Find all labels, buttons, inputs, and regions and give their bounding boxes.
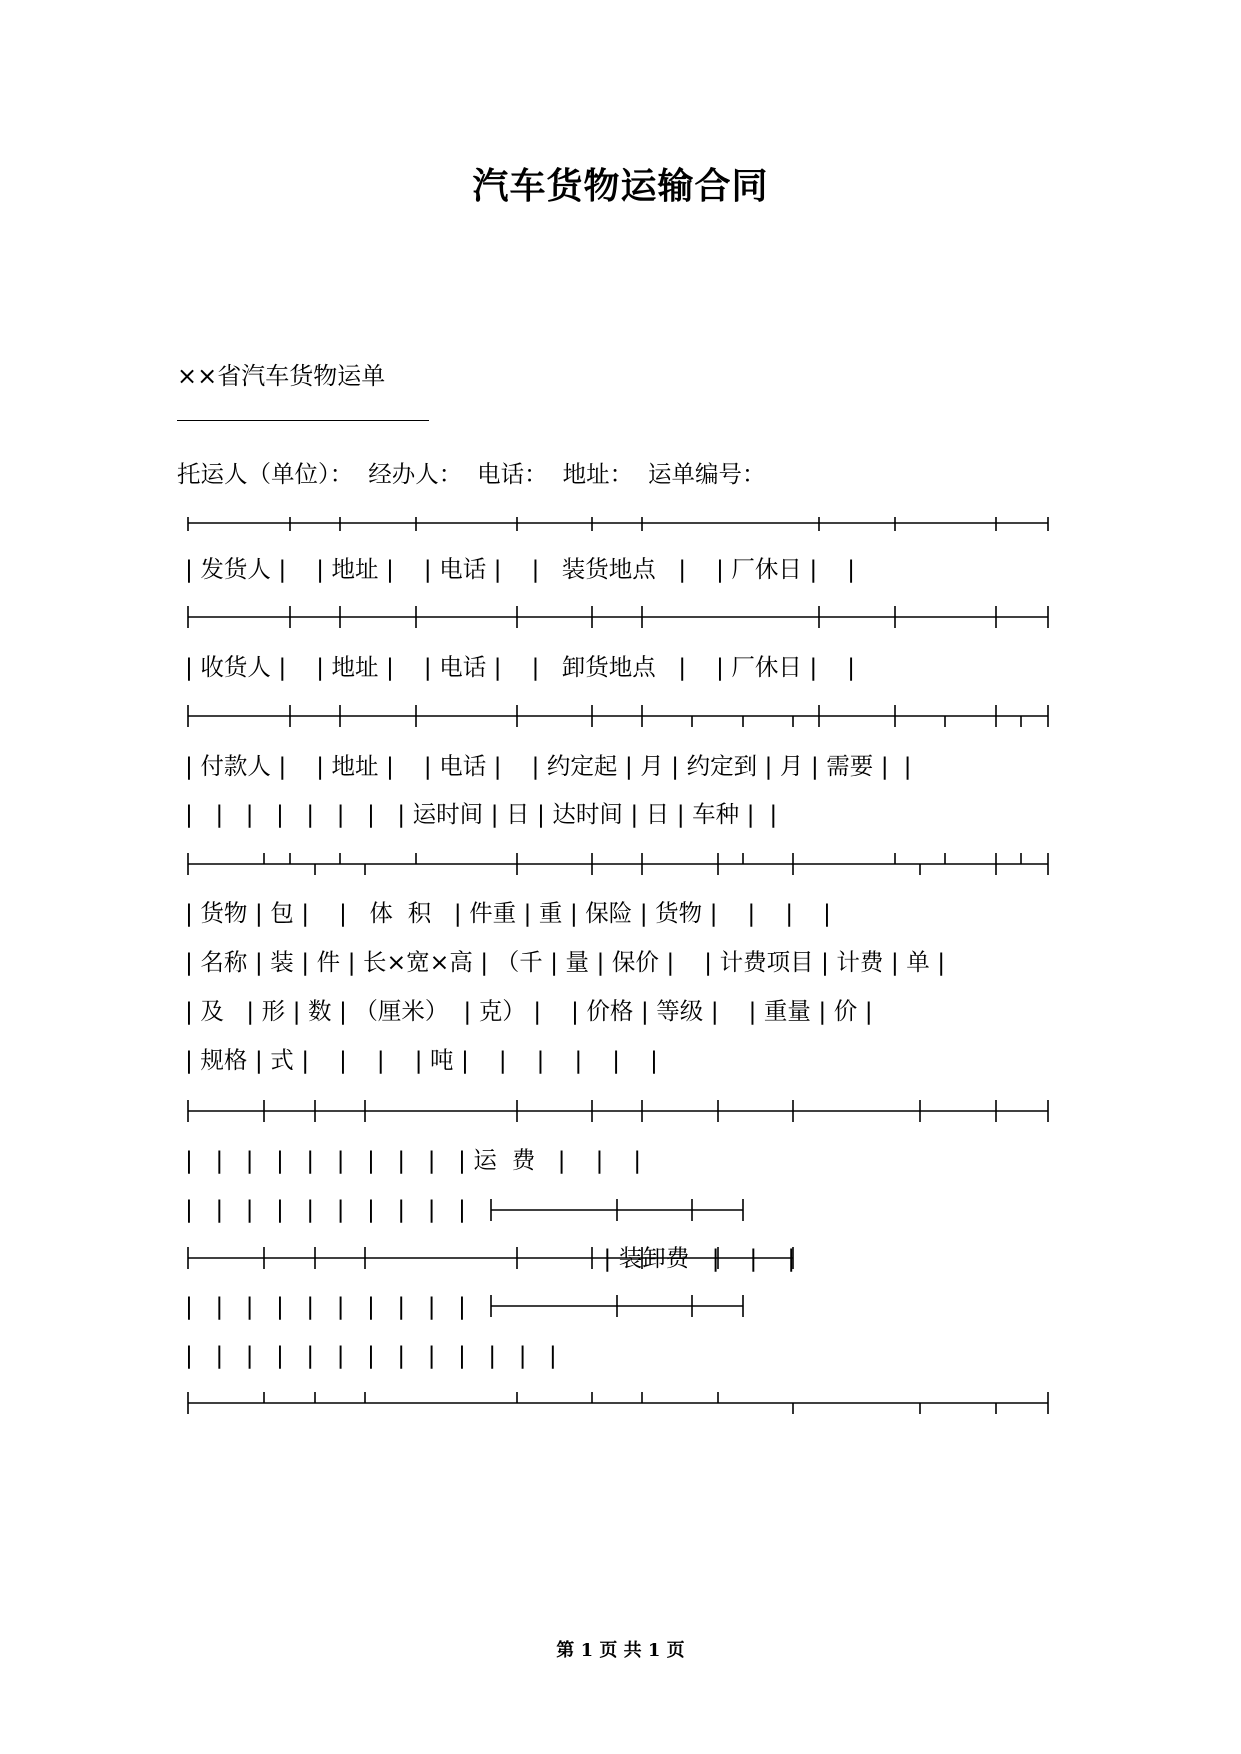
row-goods-header-4: | 规格 | 式 | | | | 吨 | | | | | | <box>185 1046 658 1074</box>
rule-fee-upper <box>491 1199 743 1221</box>
row-blank-2: | | | | | | | | | | <box>185 1292 466 1320</box>
rule-line-2 <box>188 606 1048 628</box>
document-title: 汽车货物运输合同 <box>472 166 769 207</box>
rule-line-bottom <box>188 1392 1048 1414</box>
row-blank-3: | | | | | | | | | | | | | <box>185 1341 557 1369</box>
row-payer-continued: | | | | | | | | 运时间 | 日 | 达时间 | 日 | 车种 | | <box>185 800 778 828</box>
row-goods-header-3: | 及 | 形 | 数 | （厘米） | 克） | | 价格 | 等级 | | 重量 | 价 | <box>185 997 873 1025</box>
rule-line-5 <box>188 1100 1048 1122</box>
rule-line-top <box>188 517 1048 531</box>
row-blank-1: | | | | | | | | | | <box>185 1195 466 1223</box>
row-goods-header-1: | 货物 | 包 | | 体 积 | 件重 | 重 | 保险 | 货物 | | | | <box>185 899 831 927</box>
shipper-info-line: 托运人（单位）： 经办人： 电话： 地址： 运单编号： <box>177 460 766 488</box>
row-payer: | 付款人 | | 地址 | | 电话 | | 约定起 | 月 | 约定到 | 月 | 需要 | | <box>185 752 912 780</box>
rule-line-4 <box>188 853 1048 875</box>
row-loading-fee: | 装卸费 | | | <box>185 1244 796 1272</box>
page-footer: 第 1 页 共 1 页 <box>556 1640 685 1661</box>
row-consignee: | 收货人 | | 地址 | | 电话 | | 卸货地点 | | 厂休日 | | <box>185 653 856 681</box>
row-goods-header-2: | 名称 | 装 | 件 | 长×宽×高 | （千 | 量 | 保价 | | 计费项目 | 计费 | 单 | <box>185 948 946 976</box>
row-shipper: | 发货人 | | 地址 | | 电话 | | 装货地点 | | 厂休日 | | <box>185 555 856 583</box>
rule-line-3 <box>188 705 1048 727</box>
waybill-subtitle: ××省汽车货物运单 <box>177 362 386 390</box>
rule-fee-lower <box>491 1295 743 1317</box>
row-freight: | | | | | | | | | | 运 费 | | | <box>185 1146 642 1174</box>
